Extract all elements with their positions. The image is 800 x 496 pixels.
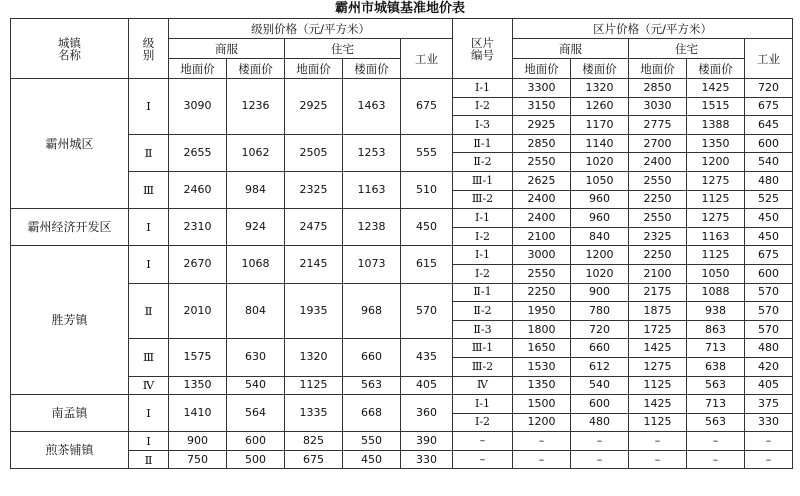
zone-price-cell: – [571,432,629,451]
zone-price-cell: 1020 [571,264,629,283]
zone-price-cell: 2100 [629,264,687,283]
grade-price-cell: 1253 [343,134,401,171]
header-zone-price: 区片价格（元/平方米） [513,19,793,39]
zone-price-cell: 638 [687,357,745,376]
grade-price-cell: 2925 [285,79,343,135]
zone-price-cell: 675 [745,97,793,116]
header-grade-residential-land: 地面价 [285,59,343,79]
zone-price-cell: 525 [745,190,793,209]
zone-price-cell: 570 [745,302,793,321]
zone-number-cell: Ⅲ-2 [453,357,513,376]
zone-price-cell: 1275 [687,171,745,190]
zone-price-cell: 720 [745,79,793,98]
zone-price-cell: 2550 [629,171,687,190]
grade-price-cell: 675 [285,450,343,469]
zone-price-cell: – [687,450,745,469]
grade-price-cell: 825 [285,432,343,451]
grade-price-cell: 968 [343,283,401,339]
zone-price-cell: 2250 [629,246,687,265]
grade-price-cell: 405 [401,376,453,395]
header-zone-residential: 住宅 [629,39,745,59]
zone-price-cell: 720 [571,320,629,339]
grade-cell: Ⅰ [129,79,169,135]
zone-number-cell: Ⅰ-2 [453,264,513,283]
zone-price-cell: 2400 [629,153,687,172]
zone-price-cell: 1125 [687,246,745,265]
header-grade-residential: 住宅 [285,39,401,59]
grade-price-cell: 1350 [169,376,227,395]
zone-price-cell: 600 [745,134,793,153]
table-title: 霸州市城镇基准地价表 [334,1,465,16]
zone-number-cell: Ⅰ-2 [453,227,513,246]
grade-price-cell: 360 [401,395,453,432]
header-grade-price: 级别价格（元/平方米） [169,19,453,39]
grade-price-cell: 1125 [285,376,343,395]
zone-price-cell: 1388 [687,116,745,135]
grade-price-cell: 660 [343,339,401,376]
table-row [11,339,793,358]
table-row [11,134,793,153]
zone-price-cell: 612 [571,357,629,376]
zone-price-cell: 2625 [513,171,571,190]
grade-price-cell: 600 [227,432,285,451]
grade-price-cell: 540 [227,376,285,395]
zone-number-cell: Ⅲ-1 [453,171,513,190]
zone-price-cell: 1260 [571,97,629,116]
zone-price-cell: 2325 [629,227,687,246]
zone-price-cell: 900 [571,283,629,302]
zone-price-cell: 1125 [687,190,745,209]
zone-price-cell: 863 [687,320,745,339]
header-zone-commercial-floor: 楼面价 [571,59,629,79]
header-town-name: 城镇 名称 [11,19,129,79]
zone-price-cell: 2400 [513,190,571,209]
zone-price-cell: 2700 [629,134,687,153]
table-row [11,450,793,469]
grade-cell: Ⅱ [129,450,169,469]
zone-price-cell: 1425 [629,339,687,358]
zone-number-cell: Ⅲ-2 [453,190,513,209]
grade-cell: Ⅰ [129,246,169,283]
zone-price-cell: 2400 [513,209,571,228]
zone-price-cell: 713 [687,339,745,358]
header-grade-industrial: 工业 [401,39,453,79]
zone-price-cell: 3300 [513,79,571,98]
zone-price-cell: 1950 [513,302,571,321]
header-grade-commercial: 商服 [169,39,285,59]
grade-price-cell: 630 [227,339,285,376]
header-zone-residential-floor: 楼面价 [687,59,745,79]
grade-price-cell: 1068 [227,246,285,283]
zone-price-cell: – [629,432,687,451]
grade-price-cell: 435 [401,339,453,376]
town-name-cell: 胜芳镇 [11,246,129,395]
zone-price-cell: 3000 [513,246,571,265]
zone-price-cell: 1170 [571,116,629,135]
zone-number-cell: – [453,432,513,451]
table-row [11,432,793,451]
zone-price-cell: 1088 [687,283,745,302]
grade-cell: Ⅰ [129,209,169,246]
header-grade-commercial-land: 地面价 [169,59,227,79]
zone-number-cell: Ⅰ-2 [453,97,513,116]
grade-price-cell: 1410 [169,395,227,432]
grade-price-cell: 450 [343,450,401,469]
zone-price-cell: – [571,450,629,469]
zone-price-cell: – [513,450,571,469]
grade-price-cell: 1062 [227,134,285,171]
grade-price-cell: 1236 [227,79,285,135]
zone-price-cell: 2550 [629,209,687,228]
grade-cell: Ⅲ [129,171,169,208]
grade-price-cell: 510 [401,171,453,208]
grade-cell: Ⅳ [129,376,169,395]
header-grade: 级 别 [129,19,169,79]
grade-price-cell: 615 [401,246,453,283]
zone-price-cell: 960 [571,190,629,209]
grade-price-cell: 1238 [343,209,401,246]
grade-price-cell: 2655 [169,134,227,171]
header-zone-residential-land: 地面价 [629,59,687,79]
zone-price-cell: 1875 [629,302,687,321]
zone-price-cell: 480 [571,413,629,432]
zone-number-cell: Ⅰ-1 [453,79,513,98]
zone-price-cell: 330 [745,413,793,432]
zone-price-cell: 1800 [513,320,571,339]
zone-price-cell: 3030 [629,97,687,116]
header-zone-industrial: 工业 [745,39,793,79]
grade-price-cell: 1320 [285,339,343,376]
zone-price-cell: 713 [687,395,745,414]
grade-price-cell: 3090 [169,79,227,135]
grade-price-cell: 900 [169,432,227,451]
table-row [11,376,793,395]
table-row [11,171,793,190]
zone-price-cell: 1650 [513,339,571,358]
grade-price-cell: 2310 [169,209,227,246]
header-grade-residential-floor: 楼面价 [343,59,401,79]
grade-price-cell: 563 [343,376,401,395]
zone-price-cell: 450 [745,209,793,228]
zone-price-cell: 1515 [687,97,745,116]
grade-price-cell: 390 [401,432,453,451]
zone-price-cell: 2850 [513,134,571,153]
zone-price-cell: 675 [745,246,793,265]
zone-price-cell: 1140 [571,134,629,153]
zone-price-cell: 540 [571,376,629,395]
zone-price-cell: 660 [571,339,629,358]
grade-price-cell: 1935 [285,283,343,339]
zone-number-cell: Ⅰ-1 [453,209,513,228]
grade-price-cell: 330 [401,450,453,469]
town-name-cell: 南孟镇 [11,395,129,432]
zone-number-cell: Ⅱ-1 [453,134,513,153]
table-row [11,209,793,228]
zone-price-cell: 2550 [513,153,571,172]
zone-number-cell: – [453,450,513,469]
zone-price-cell: 2250 [629,190,687,209]
grade-price-cell: 2670 [169,246,227,283]
zone-price-cell: 2250 [513,283,571,302]
zone-price-cell: 405 [745,376,793,395]
zone-price-cell: 1500 [513,395,571,414]
zone-price-cell: 1200 [687,153,745,172]
town-name-cell: 霸州城区 [11,79,129,209]
town-name-cell: 煎茶铺镇 [11,432,129,469]
grade-price-cell: 2460 [169,171,227,208]
zone-price-cell: 1125 [629,413,687,432]
grade-cell: Ⅱ [129,283,169,339]
zone-price-cell: – [513,432,571,451]
zone-number-cell: Ⅲ-1 [453,339,513,358]
zone-number-cell: Ⅱ-2 [453,302,513,321]
grade-price-cell: 1163 [343,171,401,208]
grade-price-cell: 984 [227,171,285,208]
zone-price-cell: 600 [745,264,793,283]
grade-price-cell: 550 [343,432,401,451]
zone-price-cell: 1350 [687,134,745,153]
grade-price-cell: 2475 [285,209,343,246]
zone-price-cell: 780 [571,302,629,321]
grade-cell: Ⅰ [129,432,169,451]
zone-price-cell: 1125 [629,376,687,395]
zone-price-cell: 960 [571,209,629,228]
town-name-cell: 霸州经济开发区 [11,209,129,246]
land-price-table [10,18,793,469]
zone-price-cell: – [629,450,687,469]
header-zone-no: 区片 编号 [453,19,513,79]
zone-price-cell: 450 [745,227,793,246]
grade-price-cell: 450 [401,209,453,246]
zone-price-cell: 2850 [629,79,687,98]
grade-price-cell: 2010 [169,283,227,339]
zone-price-cell: 840 [571,227,629,246]
table-row [11,246,793,265]
zone-price-cell: 480 [745,339,793,358]
grade-price-cell: 2325 [285,171,343,208]
zone-price-cell: 1725 [629,320,687,339]
zone-price-cell: 1320 [571,79,629,98]
header-zone-commercial-land: 地面价 [513,59,571,79]
zone-price-cell: 1275 [629,357,687,376]
grade-price-cell: 1463 [343,79,401,135]
table-row [11,79,793,98]
grade-price-cell: 668 [343,395,401,432]
zone-price-cell: – [745,432,793,451]
zone-price-cell: 2550 [513,264,571,283]
zone-price-cell: 3150 [513,97,571,116]
grade-price-cell: 2145 [285,246,343,283]
zone-number-cell: Ⅱ-3 [453,320,513,339]
zone-price-cell: 563 [687,413,745,432]
zone-price-cell: 938 [687,302,745,321]
zone-price-cell: 2100 [513,227,571,246]
grade-price-cell: 924 [227,209,285,246]
zone-price-cell: 563 [687,376,745,395]
grade-price-cell: 750 [169,450,227,469]
zone-price-cell: 1020 [571,153,629,172]
grade-price-cell: 1335 [285,395,343,432]
zone-price-cell: 570 [745,283,793,302]
grade-price-cell: 1575 [169,339,227,376]
zone-price-cell: 645 [745,116,793,135]
grade-price-cell: 555 [401,134,453,171]
zone-price-cell: 1275 [687,209,745,228]
zone-number-cell: Ⅱ-1 [453,283,513,302]
zone-price-cell: 1200 [571,246,629,265]
zone-price-cell: 1050 [687,264,745,283]
table-row [11,283,793,302]
zone-price-cell: 600 [571,395,629,414]
zone-price-cell: 2925 [513,116,571,135]
zone-price-cell: – [687,432,745,451]
grade-price-cell: 500 [227,450,285,469]
zone-number-cell: Ⅰ-1 [453,395,513,414]
grade-price-cell: 804 [227,283,285,339]
table-row [11,395,793,414]
zone-number-cell: Ⅳ [453,376,513,395]
zone-price-cell: 1425 [687,79,745,98]
grade-cell: Ⅲ [129,339,169,376]
grade-cell: Ⅰ [129,395,169,432]
grade-price-cell: 675 [401,79,453,135]
zone-price-cell: 1163 [687,227,745,246]
header-grade-commercial-floor: 楼面价 [227,59,285,79]
zone-number-cell: Ⅰ-3 [453,116,513,135]
grade-price-cell: 1073 [343,246,401,283]
zone-number-cell: Ⅰ-2 [453,413,513,432]
zone-price-cell: 540 [745,153,793,172]
header-zone-commercial: 商服 [513,39,629,59]
zone-price-cell: 420 [745,357,793,376]
zone-price-cell: 2775 [629,116,687,135]
grade-price-cell: 570 [401,283,453,339]
grade-price-cell: 564 [227,395,285,432]
grade-cell: Ⅱ [129,134,169,171]
zone-price-cell: – [745,450,793,469]
grade-price-cell: 2505 [285,134,343,171]
zone-price-cell: 480 [745,171,793,190]
zone-price-cell: 1200 [513,413,571,432]
zone-price-cell: 570 [745,320,793,339]
table-body [11,79,793,469]
zone-number-cell: Ⅰ-1 [453,246,513,265]
zone-price-cell: 375 [745,395,793,414]
zone-number-cell: Ⅱ-2 [453,153,513,172]
zone-price-cell: 1350 [513,376,571,395]
zone-price-cell: 1425 [629,395,687,414]
zone-price-cell: 2175 [629,283,687,302]
zone-price-cell: 1050 [571,171,629,190]
zone-price-cell: 1530 [513,357,571,376]
